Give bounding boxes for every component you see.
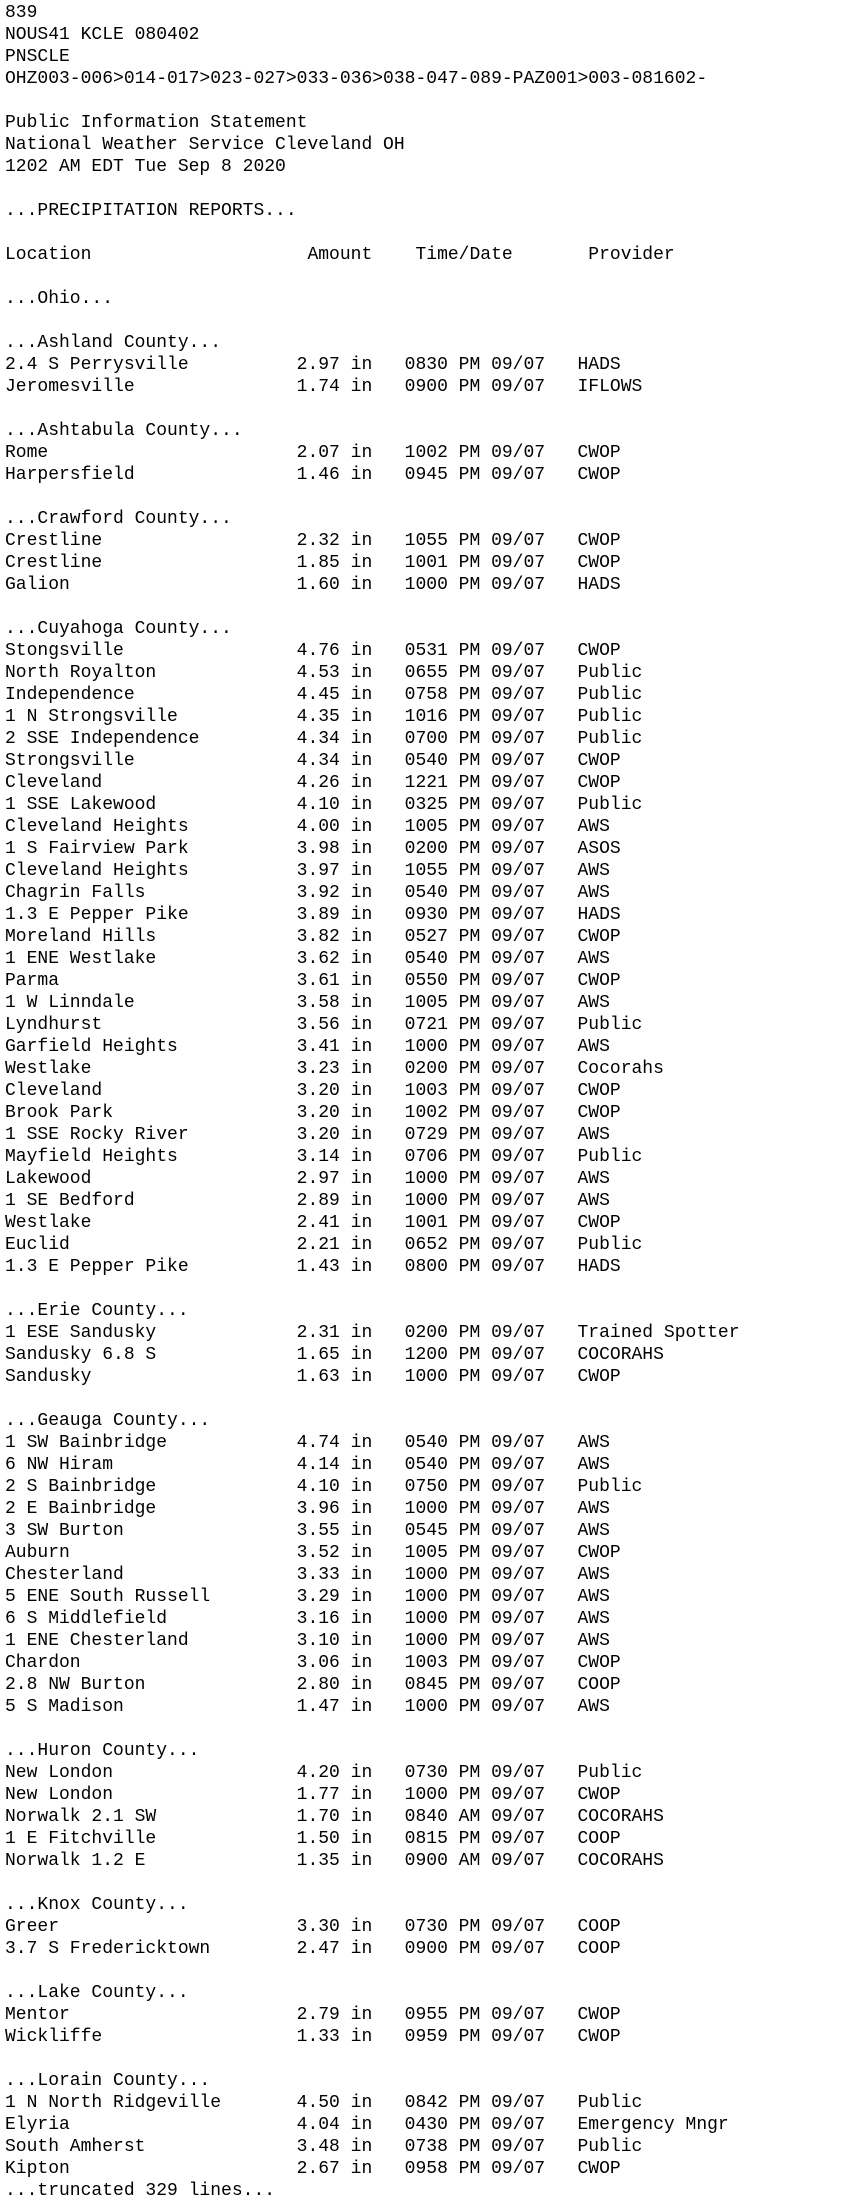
- report-row: Crestline 1.85 in 1001 PM 09/07 CWOP: [5, 553, 621, 573]
- text-line: OHZ003-006>014-017>023-027>033-036>038-047-089-PAZ001>003-081602-: [5, 69, 708, 89]
- report-row: Westlake 2.41 in 1001 PM 09/07 CWOP: [5, 1213, 621, 1233]
- report-row: 5 ENE South Russell 3.29 in 1000 PM 09/07 AWS: [5, 1587, 610, 1607]
- report-row: Harpersfield 1.46 in 0945 PM 09/07 CWOP: [5, 465, 621, 485]
- report-row: 1 SE Bedford 2.89 in 1000 PM 09/07 AWS: [5, 1191, 610, 1211]
- blank-line: [5, 486, 849, 508]
- blank-line: [5, 596, 849, 618]
- section-heading: ...truncated 329 lines...: [5, 2181, 276, 2201]
- report-row: Mentor 2.79 in 0955 PM 09/07 CWOP: [5, 2005, 621, 2025]
- report-row: Cleveland 3.20 in 1003 PM 09/07 CWOP: [5, 1081, 621, 1101]
- report-row: 1 SSE Lakewood 4.10 in 0325 PM 09/07 Public: [5, 795, 643, 815]
- blank-line: [5, 90, 849, 112]
- report-row: Moreland Hills 3.82 in 0527 PM 09/07 CWOP: [5, 927, 621, 947]
- report-row: Strongsville 4.34 in 0540 PM 09/07 CWOP: [5, 751, 621, 771]
- report-row: Chardon 3.06 in 1003 PM 09/07 CWOP: [5, 1653, 621, 1673]
- report-row: Norwalk 2.1 SW 1.70 in 0840 AM 09/07 COCORAHS: [5, 1807, 664, 1827]
- report-row: Sandusky 1.63 in 1000 PM 09/07 CWOP: [5, 1367, 621, 1387]
- report-row: 1 E Fitchville 1.50 in 0815 PM 09/07 COOP: [5, 1829, 621, 1849]
- report-row: Chesterland 3.33 in 1000 PM 09/07 AWS: [5, 1565, 610, 1585]
- report-row: 1 N Strongsville 4.35 in 1016 PM 09/07 Public: [5, 707, 643, 727]
- blank-line: [5, 2048, 849, 2070]
- report-row: 3 SW Burton 3.55 in 0545 PM 09/07 AWS: [5, 1521, 610, 1541]
- report-row: 3.7 S Fredericktown 2.47 in 0900 PM 09/07 COOP: [5, 1939, 621, 1959]
- report-row: 1 SSE Rocky River 3.20 in 0729 PM 09/07 AWS: [5, 1125, 610, 1145]
- blank-line: [5, 398, 849, 420]
- report-row: Parma 3.61 in 0550 PM 09/07 CWOP: [5, 971, 621, 991]
- report-row: 6 S Middlefield 3.16 in 1000 PM 09/07 AWS: [5, 1609, 610, 1629]
- text-line: Public Information Statement: [5, 113, 308, 133]
- report-row: Crestline 2.32 in 1055 PM 09/07 CWOP: [5, 531, 621, 551]
- county-heading: ...Huron County...: [5, 1741, 200, 1761]
- report-row: South Amherst 3.48 in 0738 PM 09/07 Public: [5, 2137, 643, 2157]
- county-heading: ...Geauga County...: [5, 1411, 211, 1431]
- report-row: Euclid 2.21 in 0652 PM 09/07 Public: [5, 1235, 643, 1255]
- report-row: Wickliffe 1.33 in 0959 PM 09/07 CWOP: [5, 2027, 621, 2047]
- report-row: Norwalk 1.2 E 1.35 in 0900 AM 09/07 COCORAHS: [5, 1851, 664, 1871]
- county-heading: ...Lorain County...: [5, 2071, 211, 2091]
- report-row: Auburn 3.52 in 1005 PM 09/07 CWOP: [5, 1543, 621, 1563]
- report-row: Sandusky 6.8 S 1.65 in 1200 PM 09/07 COCORAHS: [5, 1345, 664, 1365]
- report-row: Westlake 3.23 in 0200 PM 09/07 Cocorahs: [5, 1059, 664, 1079]
- blank-line: [5, 222, 849, 244]
- report-row: Galion 1.60 in 1000 PM 09/07 HADS: [5, 575, 621, 595]
- report-row: 1.3 E Pepper Pike 1.43 in 0800 PM 09/07 HADS: [5, 1257, 621, 1277]
- report-row: 5 S Madison 1.47 in 1000 PM 09/07 AWS: [5, 1697, 610, 1717]
- report-row: Stongsville 4.76 in 0531 PM 09/07 CWOP: [5, 641, 621, 661]
- county-heading: ...Knox County...: [5, 1895, 189, 1915]
- report-row: Chagrin Falls 3.92 in 0540 PM 09/07 AWS: [5, 883, 610, 903]
- county-heading: ...Ashtabula County...: [5, 421, 243, 441]
- report-row: 1 W Linndale 3.58 in 1005 PM 09/07 AWS: [5, 993, 610, 1013]
- county-heading: ...Erie County...: [5, 1301, 189, 1321]
- section-heading: ...PRECIPITATION REPORTS...: [5, 201, 297, 221]
- report-row: 1.3 E Pepper Pike 3.89 in 0930 PM 09/07 HADS: [5, 905, 621, 925]
- blank-line: [5, 1872, 849, 1894]
- report-row: 6 NW Hiram 4.14 in 0540 PM 09/07 AWS: [5, 1455, 610, 1475]
- report-row: 2.4 S Perrysville 2.97 in 0830 PM 09/07 HADS: [5, 355, 621, 375]
- report-row: North Royalton 4.53 in 0655 PM 09/07 Public: [5, 663, 643, 683]
- report-row: Lakewood 2.97 in 1000 PM 09/07 AWS: [5, 1169, 610, 1189]
- report-row: 1 SW Bainbridge 4.74 in 0540 PM 09/07 AWS: [5, 1433, 610, 1453]
- blank-line: [5, 1718, 849, 1740]
- text-line: 839: [5, 3, 38, 23]
- blank-line: [5, 178, 849, 200]
- column-header: Location Amount Time/Date Provider: [5, 245, 675, 265]
- report-row: 1 N North Ridgeville 4.50 in 0842 PM 09/07 Public: [5, 2093, 643, 2113]
- report-row: Cleveland Heights 4.00 in 1005 PM 09/07 AWS: [5, 817, 610, 837]
- report-row: 1 S Fairview Park 3.98 in 0200 PM 09/07 ASOS: [5, 839, 621, 859]
- text-line: National Weather Service Cleveland OH: [5, 135, 405, 155]
- county-heading: ...Cuyahoga County...: [5, 619, 232, 639]
- report-row: 1 ESE Sandusky 2.31 in 0200 PM 09/07 Trained Spotter: [5, 1323, 740, 1343]
- section-heading: ...Ohio...: [5, 289, 114, 309]
- blank-line: [5, 1388, 849, 1410]
- blank-line: [5, 1960, 849, 1982]
- text-line: PNSCLE: [5, 47, 70, 67]
- report-row: New London 1.77 in 1000 PM 09/07 CWOP: [5, 1785, 621, 1805]
- report-row: Garfield Heights 3.41 in 1000 PM 09/07 AWS: [5, 1037, 610, 1057]
- report-row: 1 ENE Chesterland 3.10 in 1000 PM 09/07 AWS: [5, 1631, 610, 1651]
- report-row: Cleveland Heights 3.97 in 1055 PM 09/07 AWS: [5, 861, 610, 881]
- report-row: Rome 2.07 in 1002 PM 09/07 CWOP: [5, 443, 621, 463]
- blank-line: [5, 266, 849, 288]
- report-row: 2 E Bainbridge 3.96 in 1000 PM 09/07 AWS: [5, 1499, 610, 1519]
- county-heading: ...Crawford County...: [5, 509, 232, 529]
- report-row: 2 SSE Independence 4.34 in 0700 PM 09/07 Public: [5, 729, 643, 749]
- report-row: 2.8 NW Burton 2.80 in 0845 PM 09/07 COOP: [5, 1675, 621, 1695]
- report-row: Elyria 4.04 in 0430 PM 09/07 Emergency Mngr: [5, 2115, 729, 2135]
- text-line: 1202 AM EDT Tue Sep 8 2020: [5, 157, 286, 177]
- report-row: 2 S Bainbridge 4.10 in 0750 PM 09/07 Public: [5, 1477, 643, 1497]
- report-row: Mayfield Heights 3.14 in 0706 PM 09/07 Public: [5, 1147, 643, 1167]
- county-heading: ...Lake County...: [5, 1983, 189, 2003]
- report-row: Independence 4.45 in 0758 PM 09/07 Public: [5, 685, 643, 705]
- report-row: Cleveland 4.26 in 1221 PM 09/07 CWOP: [5, 773, 621, 793]
- blank-line: [5, 310, 849, 332]
- report-row: New London 4.20 in 0730 PM 09/07 Public: [5, 1763, 643, 1783]
- text-line: NOUS41 KCLE 080402: [5, 25, 200, 45]
- report-row: Jeromesville 1.74 in 0900 PM 09/07 IFLOWS: [5, 377, 643, 397]
- report-row: Greer 3.30 in 0730 PM 09/07 COOP: [5, 1917, 621, 1937]
- report-row: Kipton 2.67 in 0958 PM 09/07 CWOP: [5, 2159, 621, 2179]
- county-heading: ...Ashland County...: [5, 333, 222, 353]
- report-row: Lyndhurst 3.56 in 0721 PM 09/07 Public: [5, 1015, 643, 1035]
- report-row: 1 ENE Westlake 3.62 in 0540 PM 09/07 AWS: [5, 949, 610, 969]
- blank-line: [5, 1278, 849, 1300]
- report-row: Brook Park 3.20 in 1002 PM 09/07 CWOP: [5, 1103, 621, 1123]
